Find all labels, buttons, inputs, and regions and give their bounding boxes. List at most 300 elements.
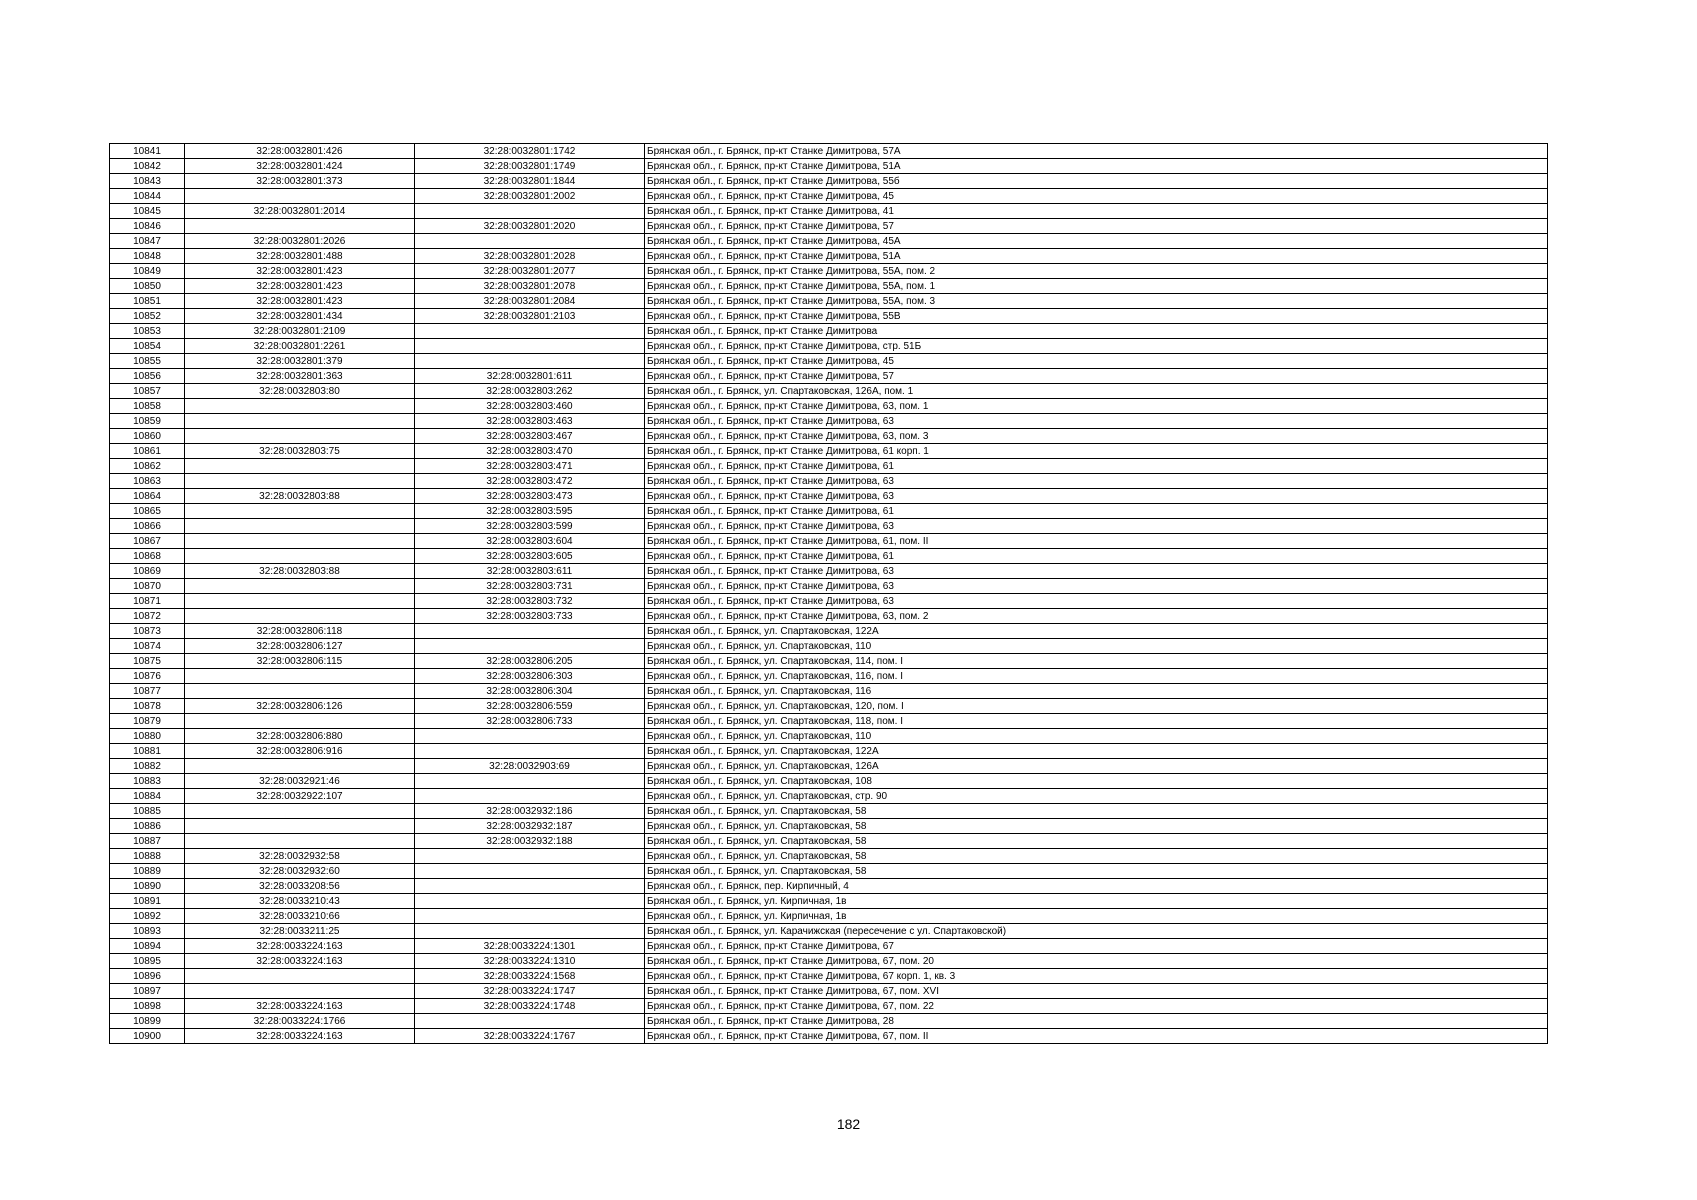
row-number-cell: 10893 bbox=[110, 924, 185, 939]
address-cell: Брянская обл., г. Брянск, пер. Кирпичный, 4 bbox=[645, 879, 1548, 894]
row-number-cell: 10859 bbox=[110, 414, 185, 429]
cadastral-number-cell: 32:28:0032801:2109 bbox=[185, 324, 415, 339]
object-cadastral-number-cell: 32:28:0032903:69 bbox=[415, 759, 645, 774]
cadastral-number-cell: 32:28:0032801:434 bbox=[185, 309, 415, 324]
row-number-cell: 10865 bbox=[110, 504, 185, 519]
cadastral-number-cell bbox=[185, 399, 415, 414]
row-number-cell: 10849 bbox=[110, 264, 185, 279]
address-cell: Брянская обл., г. Брянск, пр-кт Станке Димитрова, 63 bbox=[645, 414, 1548, 429]
row-number-cell: 10864 bbox=[110, 489, 185, 504]
row-number-cell: 10891 bbox=[110, 894, 185, 909]
row-number-cell: 10884 bbox=[110, 789, 185, 804]
object-cadastral-number-cell bbox=[415, 729, 645, 744]
object-cadastral-number-cell: 32:28:0033224:1747 bbox=[415, 984, 645, 999]
address-cell: Брянская обл., г. Брянск, ул. Спартаковская, 58 bbox=[645, 849, 1548, 864]
row-number-cell: 10856 bbox=[110, 369, 185, 384]
table-row bbox=[110, 474, 1548, 489]
cadastral-number-cell: 32:28:0032806:118 bbox=[185, 624, 415, 639]
address-cell: Брянская обл., г. Брянск, пр-кт Станке Димитрова bbox=[645, 324, 1548, 339]
table-row bbox=[110, 759, 1548, 774]
address-cell: Брянская обл., г. Брянск, пр-кт Станке Димитрова, 61, пом. II bbox=[645, 534, 1548, 549]
object-cadastral-number-cell: 32:28:0033224:1310 bbox=[415, 954, 645, 969]
address-cell: Брянская обл., г. Брянск, пр-кт Станке Димитрова, 61 корп. 1 bbox=[645, 444, 1548, 459]
table-row bbox=[110, 714, 1548, 729]
cadastral-number-cell bbox=[185, 714, 415, 729]
cadastral-number-cell: 32:28:0032803:75 bbox=[185, 444, 415, 459]
row-number-cell: 10866 bbox=[110, 519, 185, 534]
table-row bbox=[110, 879, 1548, 894]
address-cell: Брянская обл., г. Брянск, ул. Спартаковская, 58 bbox=[645, 804, 1548, 819]
table-row bbox=[110, 489, 1548, 504]
table-row bbox=[110, 624, 1548, 639]
object-cadastral-number-cell: 32:28:0032801:1844 bbox=[415, 174, 645, 189]
table-row bbox=[110, 954, 1548, 969]
table-row bbox=[110, 984, 1548, 999]
row-number-cell: 10847 bbox=[110, 234, 185, 249]
address-cell: Брянская обл., г. Брянск, ул. Спартаковская, 122А bbox=[645, 744, 1548, 759]
registry-table bbox=[109, 143, 1548, 1044]
row-number-cell: 10896 bbox=[110, 969, 185, 984]
row-number-cell: 10843 bbox=[110, 174, 185, 189]
row-number-cell: 10900 bbox=[110, 1029, 185, 1044]
table-row bbox=[110, 174, 1548, 189]
object-cadastral-number-cell: 32:28:0032801:2077 bbox=[415, 264, 645, 279]
object-cadastral-number-cell: 32:28:0032803:604 bbox=[415, 534, 645, 549]
address-cell: Брянская обл., г. Брянск, ул. Спартаковская, 116, пом. I bbox=[645, 669, 1548, 684]
table-row bbox=[110, 594, 1548, 609]
registry-table-body bbox=[110, 144, 1548, 1044]
cadastral-number-cell bbox=[185, 519, 415, 534]
table-row bbox=[110, 549, 1548, 564]
cadastral-number-cell bbox=[185, 429, 415, 444]
row-number-cell: 10858 bbox=[110, 399, 185, 414]
cadastral-number-cell bbox=[185, 819, 415, 834]
address-cell: Брянская обл., г. Брянск, ул. Спартаковская, 118, пом. I bbox=[645, 714, 1548, 729]
object-cadastral-number-cell: 32:28:0032801:2002 bbox=[415, 189, 645, 204]
address-cell: Брянская обл., г. Брянск, пр-кт Станке Димитрова, 55б bbox=[645, 174, 1548, 189]
table-row bbox=[110, 564, 1548, 579]
cadastral-number-cell: 32:28:0032932:60 bbox=[185, 864, 415, 879]
address-cell: Брянская обл., г. Брянск, пр-кт Станке Димитрова, 61 bbox=[645, 459, 1548, 474]
object-cadastral-number-cell bbox=[415, 879, 645, 894]
object-cadastral-number-cell: 32:28:0032806:733 bbox=[415, 714, 645, 729]
address-cell: Брянская обл., г. Брянск, ул. Спартаковская, 126А bbox=[645, 759, 1548, 774]
cadastral-number-cell: 32:28:0032803:80 bbox=[185, 384, 415, 399]
table-row bbox=[110, 639, 1548, 654]
object-cadastral-number-cell: 32:28:0032801:1742 bbox=[415, 144, 645, 159]
row-number-cell: 10846 bbox=[110, 219, 185, 234]
object-cadastral-number-cell: 32:28:0032806:205 bbox=[415, 654, 645, 669]
object-cadastral-number-cell: 32:28:0032803:599 bbox=[415, 519, 645, 534]
cadastral-number-cell: 32:28:0032801:379 bbox=[185, 354, 415, 369]
object-cadastral-number-cell: 32:28:0032801:611 bbox=[415, 369, 645, 384]
object-cadastral-number-cell: 32:28:0033224:1748 bbox=[415, 999, 645, 1014]
address-cell: Брянская обл., г. Брянск, ул. Спартаковская, 110 bbox=[645, 729, 1548, 744]
object-cadastral-number-cell: 32:28:0033224:1568 bbox=[415, 969, 645, 984]
table-row bbox=[110, 744, 1548, 759]
row-number-cell: 10852 bbox=[110, 309, 185, 324]
address-cell: Брянская обл., г. Брянск, ул. Кирпичная, 1в bbox=[645, 909, 1548, 924]
table-row bbox=[110, 669, 1548, 684]
table-row bbox=[110, 294, 1548, 309]
address-cell: Брянская обл., г. Брянск, пр-кт Станке Димитрова, 57А bbox=[645, 144, 1548, 159]
address-cell: Брянская обл., г. Брянск, ул. Спартаковская, 58 bbox=[645, 819, 1548, 834]
row-number-cell: 10874 bbox=[110, 639, 185, 654]
table-row bbox=[110, 309, 1548, 324]
table-row bbox=[110, 159, 1548, 174]
object-cadastral-number-cell: 32:28:0032932:186 bbox=[415, 804, 645, 819]
row-number-cell: 10877 bbox=[110, 684, 185, 699]
row-number-cell: 10853 bbox=[110, 324, 185, 339]
row-number-cell: 10863 bbox=[110, 474, 185, 489]
address-cell: Брянская обл., г. Брянск, пр-кт Станке Димитрова, 63 bbox=[645, 579, 1548, 594]
table-row bbox=[110, 249, 1548, 264]
object-cadastral-number-cell: 32:28:0032803:467 bbox=[415, 429, 645, 444]
table-row bbox=[110, 864, 1548, 879]
row-number-cell: 10870 bbox=[110, 579, 185, 594]
address-cell: Брянская обл., г. Брянск, пр-кт Станке Димитрова, 67, пом. 20 bbox=[645, 954, 1548, 969]
address-cell: Брянская обл., г. Брянск, пр-кт Станке Димитрова, 55А, пом. 3 bbox=[645, 294, 1548, 309]
cadastral-number-cell: 32:28:0033211:25 bbox=[185, 924, 415, 939]
address-cell: Брянская обл., г. Брянск, пр-кт Станке Димитрова, 63 bbox=[645, 474, 1548, 489]
cadastral-number-cell: 32:28:0032801:363 bbox=[185, 369, 415, 384]
row-number-cell: 10862 bbox=[110, 459, 185, 474]
cadastral-number-cell: 32:28:0033224:163 bbox=[185, 1029, 415, 1044]
row-number-cell: 10867 bbox=[110, 534, 185, 549]
object-cadastral-number-cell bbox=[415, 234, 645, 249]
cadastral-number-cell: 32:28:0032921:46 bbox=[185, 774, 415, 789]
object-cadastral-number-cell: 32:28:0032803:472 bbox=[415, 474, 645, 489]
cadastral-number-cell bbox=[185, 504, 415, 519]
row-number-cell: 10871 bbox=[110, 594, 185, 609]
table-row bbox=[110, 1029, 1548, 1044]
object-cadastral-number-cell bbox=[415, 339, 645, 354]
cadastral-number-cell: 32:28:0032801:2261 bbox=[185, 339, 415, 354]
object-cadastral-number-cell bbox=[415, 924, 645, 939]
table-row bbox=[110, 534, 1548, 549]
object-cadastral-number-cell bbox=[415, 204, 645, 219]
row-number-cell: 10869 bbox=[110, 564, 185, 579]
row-number-cell: 10881 bbox=[110, 744, 185, 759]
table-row bbox=[110, 264, 1548, 279]
table-row bbox=[110, 1014, 1548, 1029]
address-cell: Брянская обл., г. Брянск, ул. Спартаковская, 58 bbox=[645, 864, 1548, 879]
address-cell: Брянская обл., г. Брянск, пр-кт Станке Димитрова, 63 bbox=[645, 594, 1548, 609]
cadastral-number-cell: 32:28:0032801:2026 bbox=[185, 234, 415, 249]
address-cell: Брянская обл., г. Брянск, пр-кт Станке Димитрова, 28 bbox=[645, 1014, 1548, 1029]
cadastral-number-cell: 32:28:0032806:126 bbox=[185, 699, 415, 714]
row-number-cell: 10895 bbox=[110, 954, 185, 969]
table-row bbox=[110, 459, 1548, 474]
address-cell: Брянская обл., г. Брянск, пр-кт Станке Димитрова, 45 bbox=[645, 354, 1548, 369]
address-cell: Брянская обл., г. Брянск, ул. Спартаковская, 122А bbox=[645, 624, 1548, 639]
cadastral-number-cell bbox=[185, 459, 415, 474]
table-row bbox=[110, 849, 1548, 864]
cadastral-number-cell: 32:28:0032801:488 bbox=[185, 249, 415, 264]
row-number-cell: 10892 bbox=[110, 909, 185, 924]
row-number-cell: 10876 bbox=[110, 669, 185, 684]
table-row bbox=[110, 999, 1548, 1014]
address-cell: Брянская обл., г. Брянск, пр-кт Станке Димитрова, 67, пом. II bbox=[645, 1029, 1548, 1044]
address-cell: Брянская обл., г. Брянск, ул. Спартаковская, 108 bbox=[645, 774, 1548, 789]
table-row bbox=[110, 354, 1548, 369]
table-row bbox=[110, 339, 1548, 354]
cadastral-number-cell: 32:28:0032801:373 bbox=[185, 174, 415, 189]
cadastral-number-cell: 32:28:0032801:423 bbox=[185, 294, 415, 309]
object-cadastral-number-cell: 32:28:0032801:2020 bbox=[415, 219, 645, 234]
object-cadastral-number-cell bbox=[415, 909, 645, 924]
row-number-cell: 10842 bbox=[110, 159, 185, 174]
table-row bbox=[110, 519, 1548, 534]
cadastral-number-cell bbox=[185, 534, 415, 549]
table-row bbox=[110, 819, 1548, 834]
object-cadastral-number-cell: 32:28:0033224:1767 bbox=[415, 1029, 645, 1044]
object-cadastral-number-cell: 32:28:0032932:188 bbox=[415, 834, 645, 849]
cadastral-number-cell bbox=[185, 414, 415, 429]
object-cadastral-number-cell: 32:28:0032803:262 bbox=[415, 384, 645, 399]
cadastral-number-cell bbox=[185, 969, 415, 984]
table-row bbox=[110, 399, 1548, 414]
table-row bbox=[110, 804, 1548, 819]
object-cadastral-number-cell: 32:28:0033224:1301 bbox=[415, 939, 645, 954]
cadastral-number-cell: 32:28:0032922:107 bbox=[185, 789, 415, 804]
cadastral-number-cell: 32:28:0032803:88 bbox=[185, 489, 415, 504]
address-cell: Брянская обл., г. Брянск, ул. Спартаковская, 110 bbox=[645, 639, 1548, 654]
cadastral-number-cell: 32:28:0032806:127 bbox=[185, 639, 415, 654]
cadastral-number-cell: 32:28:0033224:163 bbox=[185, 999, 415, 1014]
object-cadastral-number-cell: 32:28:0032803:470 bbox=[415, 444, 645, 459]
row-number-cell: 10854 bbox=[110, 339, 185, 354]
object-cadastral-number-cell: 32:28:0032803:733 bbox=[415, 609, 645, 624]
object-cadastral-number-cell: 32:28:0032803:460 bbox=[415, 399, 645, 414]
row-number-cell: 10861 bbox=[110, 444, 185, 459]
cadastral-number-cell bbox=[185, 549, 415, 564]
table-row bbox=[110, 144, 1548, 159]
address-cell: Брянская обл., г. Брянск, ул. Кирпичная, 1в bbox=[645, 894, 1548, 909]
address-cell: Брянская обл., г. Брянск, пр-кт Станке Димитрова, 67, пом. XVI bbox=[645, 984, 1548, 999]
table-row bbox=[110, 774, 1548, 789]
cadastral-number-cell bbox=[185, 834, 415, 849]
row-number-cell: 10882 bbox=[110, 759, 185, 774]
cadastral-number-cell: 32:28:0032803:88 bbox=[185, 564, 415, 579]
object-cadastral-number-cell: 32:28:0032803:471 bbox=[415, 459, 645, 474]
cadastral-number-cell bbox=[185, 609, 415, 624]
row-number-cell: 10883 bbox=[110, 774, 185, 789]
address-cell: Брянская обл., г. Брянск, ул. Спартаковская, 120, пом. I bbox=[645, 699, 1548, 714]
address-cell: Брянская обл., г. Брянск, пр-кт Станке Димитрова, 63 bbox=[645, 489, 1548, 504]
address-cell: Брянская обл., г. Брянск, пр-кт Станке Димитрова, 67, пом. 22 bbox=[645, 999, 1548, 1014]
table-row bbox=[110, 234, 1548, 249]
table-row bbox=[110, 384, 1548, 399]
table-row bbox=[110, 429, 1548, 444]
address-cell: Брянская обл., г. Брянск, пр-кт Станке Димитрова, 55А, пом. 2 bbox=[645, 264, 1548, 279]
row-number-cell: 10844 bbox=[110, 189, 185, 204]
object-cadastral-number-cell bbox=[415, 354, 645, 369]
object-cadastral-number-cell bbox=[415, 624, 645, 639]
table-row bbox=[110, 834, 1548, 849]
object-cadastral-number-cell: 32:28:0032932:187 bbox=[415, 819, 645, 834]
address-cell: Брянская обл., г. Брянск, пр-кт Станке Димитрова, 45 bbox=[645, 189, 1548, 204]
address-cell: Брянская обл., г. Брянск, пр-кт Станке Димитрова, 63 bbox=[645, 519, 1548, 534]
address-cell: Брянская обл., г. Брянск, пр-кт Станке Димитрова, стр. 51Б bbox=[645, 339, 1548, 354]
cadastral-number-cell bbox=[185, 804, 415, 819]
object-cadastral-number-cell: 32:28:0032806:559 bbox=[415, 699, 645, 714]
row-number-cell: 10880 bbox=[110, 729, 185, 744]
object-cadastral-number-cell bbox=[415, 744, 645, 759]
cadastral-number-cell: 32:28:0033224:1766 bbox=[185, 1014, 415, 1029]
address-cell: Брянская обл., г. Брянск, пр-кт Станке Димитрова, 55А, пом. 1 bbox=[645, 279, 1548, 294]
object-cadastral-number-cell bbox=[415, 639, 645, 654]
address-cell: Брянская обл., г. Брянск, пр-кт Станке Димитрова, 57 bbox=[645, 369, 1548, 384]
table-row bbox=[110, 684, 1548, 699]
table-row bbox=[110, 324, 1548, 339]
row-number-cell: 10889 bbox=[110, 864, 185, 879]
row-number-cell: 10851 bbox=[110, 294, 185, 309]
row-number-cell: 10868 bbox=[110, 549, 185, 564]
table-row bbox=[110, 414, 1548, 429]
row-number-cell: 10898 bbox=[110, 999, 185, 1014]
row-number-cell: 10841 bbox=[110, 144, 185, 159]
table-row bbox=[110, 504, 1548, 519]
row-number-cell: 10855 bbox=[110, 354, 185, 369]
address-cell: Брянская обл., г. Брянск, пр-кт Станке Димитрова, 45А bbox=[645, 234, 1548, 249]
object-cadastral-number-cell bbox=[415, 864, 645, 879]
table-row bbox=[110, 369, 1548, 384]
address-cell: Брянская обл., г. Брянск, пр-кт Станке Димитрова, 51А bbox=[645, 249, 1548, 264]
row-number-cell: 10888 bbox=[110, 849, 185, 864]
object-cadastral-number-cell bbox=[415, 324, 645, 339]
table-row bbox=[110, 444, 1548, 459]
table-row bbox=[110, 894, 1548, 909]
row-number-cell: 10899 bbox=[110, 1014, 185, 1029]
table-row bbox=[110, 279, 1548, 294]
address-cell: Брянская обл., г. Брянск, пр-кт Станке Димитрова, 51А bbox=[645, 159, 1548, 174]
row-number-cell: 10887 bbox=[110, 834, 185, 849]
row-number-cell: 10850 bbox=[110, 279, 185, 294]
object-cadastral-number-cell: 32:28:0032803:611 bbox=[415, 564, 645, 579]
row-number-cell: 10873 bbox=[110, 624, 185, 639]
cadastral-number-cell: 32:28:0033210:66 bbox=[185, 909, 415, 924]
row-number-cell: 10878 bbox=[110, 699, 185, 714]
address-cell: Брянская обл., г. Брянск, ул. Спартаковская, 126А, пом. 1 bbox=[645, 384, 1548, 399]
cadastral-number-cell bbox=[185, 759, 415, 774]
object-cadastral-number-cell: 32:28:0032801:2028 bbox=[415, 249, 645, 264]
address-cell: Брянская обл., г. Брянск, пр-кт Станке Димитрова, 63, пом. 3 bbox=[645, 429, 1548, 444]
object-cadastral-number-cell bbox=[415, 774, 645, 789]
object-cadastral-number-cell: 32:28:0032801:2084 bbox=[415, 294, 645, 309]
row-number-cell: 10886 bbox=[110, 819, 185, 834]
table-row bbox=[110, 699, 1548, 714]
object-cadastral-number-cell: 32:28:0032801:2103 bbox=[415, 309, 645, 324]
page-number: 182 bbox=[836, 1116, 861, 1132]
table-row bbox=[110, 609, 1548, 624]
row-number-cell: 10872 bbox=[110, 609, 185, 624]
object-cadastral-number-cell bbox=[415, 1014, 645, 1029]
cadastral-number-cell: 32:28:0032806:115 bbox=[185, 654, 415, 669]
object-cadastral-number-cell: 32:28:0032803:595 bbox=[415, 504, 645, 519]
object-cadastral-number-cell: 32:28:0032803:473 bbox=[415, 489, 645, 504]
table-row bbox=[110, 189, 1548, 204]
table-row bbox=[110, 939, 1548, 954]
cadastral-number-cell: 32:28:0033210:43 bbox=[185, 894, 415, 909]
cadastral-number-cell: 32:28:0032806:880 bbox=[185, 729, 415, 744]
table-row bbox=[110, 654, 1548, 669]
cadastral-number-cell bbox=[185, 669, 415, 684]
object-cadastral-number-cell: 32:28:0032806:304 bbox=[415, 684, 645, 699]
row-number-cell: 10897 bbox=[110, 984, 185, 999]
cadastral-number-cell: 32:28:0033208:56 bbox=[185, 879, 415, 894]
object-cadastral-number-cell bbox=[415, 894, 645, 909]
row-number-cell: 10885 bbox=[110, 804, 185, 819]
cadastral-number-cell bbox=[185, 474, 415, 489]
table-row bbox=[110, 969, 1548, 984]
object-cadastral-number-cell: 32:28:0032803:605 bbox=[415, 549, 645, 564]
address-cell: Брянская обл., г. Брянск, ул. Спартаковская, 58 bbox=[645, 834, 1548, 849]
cadastral-number-cell: 32:28:0033224:163 bbox=[185, 954, 415, 969]
address-cell: Брянская обл., г. Брянск, пр-кт Станке Димитрова, 41 bbox=[645, 204, 1548, 219]
address-cell: Брянская обл., г. Брянск, ул. Карачижская (пересечение с ул. Спартаковской) bbox=[645, 924, 1548, 939]
cadastral-number-cell: 32:28:0032932:58 bbox=[185, 849, 415, 864]
cadastral-number-cell bbox=[185, 684, 415, 699]
address-cell: Брянская обл., г. Брянск, ул. Спартаковская, стр. 90 bbox=[645, 789, 1548, 804]
cadastral-number-cell bbox=[185, 579, 415, 594]
table-row bbox=[110, 909, 1548, 924]
address-cell: Брянская обл., г. Брянск, пр-кт Станке Димитрова, 63 bbox=[645, 564, 1548, 579]
cadastral-number-cell: 32:28:0033224:163 bbox=[185, 939, 415, 954]
object-cadastral-number-cell bbox=[415, 849, 645, 864]
table-row bbox=[110, 579, 1548, 594]
address-cell: Брянская обл., г. Брянск, ул. Спартаковская, 114, пом. I bbox=[645, 654, 1548, 669]
address-cell: Брянская обл., г. Брянск, пр-кт Станке Димитрова, 67 корп. 1, кв. 3 bbox=[645, 969, 1548, 984]
cadastral-number-cell: 32:28:0032801:426 bbox=[185, 144, 415, 159]
cadastral-number-cell: 32:28:0032801:423 bbox=[185, 279, 415, 294]
row-number-cell: 10848 bbox=[110, 249, 185, 264]
row-number-cell: 10894 bbox=[110, 939, 185, 954]
cadastral-number-cell bbox=[185, 594, 415, 609]
table-row bbox=[110, 789, 1548, 804]
object-cadastral-number-cell: 32:28:0032803:732 bbox=[415, 594, 645, 609]
cadastral-number-cell: 32:28:0032801:2014 bbox=[185, 204, 415, 219]
row-number-cell: 10845 bbox=[110, 204, 185, 219]
table-row bbox=[110, 204, 1548, 219]
cadastral-number-cell bbox=[185, 219, 415, 234]
address-cell: Брянская обл., г. Брянск, пр-кт Станке Димитрова, 55В bbox=[645, 309, 1548, 324]
object-cadastral-number-cell: 32:28:0032801:2078 bbox=[415, 279, 645, 294]
row-number-cell: 10875 bbox=[110, 654, 185, 669]
address-cell: Брянская обл., г. Брянск, пр-кт Станке Димитрова, 67 bbox=[645, 939, 1548, 954]
object-cadastral-number-cell: 32:28:0032803:463 bbox=[415, 414, 645, 429]
row-number-cell: 10879 bbox=[110, 714, 185, 729]
object-cadastral-number-cell bbox=[415, 789, 645, 804]
address-cell: Брянская обл., г. Брянск, пр-кт Станке Димитрова, 61 bbox=[645, 549, 1548, 564]
address-cell: Брянская обл., г. Брянск, пр-кт Станке Димитрова, 61 bbox=[645, 504, 1548, 519]
table-row bbox=[110, 729, 1548, 744]
object-cadastral-number-cell: 32:28:0032806:303 bbox=[415, 669, 645, 684]
row-number-cell: 10860 bbox=[110, 429, 185, 444]
address-cell: Брянская обл., г. Брянск, пр-кт Станке Димитрова, 57 bbox=[645, 219, 1548, 234]
row-number-cell: 10890 bbox=[110, 879, 185, 894]
cadastral-number-cell: 32:28:0032801:424 bbox=[185, 159, 415, 174]
cadastral-number-cell: 32:28:0032806:916 bbox=[185, 744, 415, 759]
object-cadastral-number-cell: 32:28:0032803:731 bbox=[415, 579, 645, 594]
row-number-cell: 10857 bbox=[110, 384, 185, 399]
cadastral-number-cell: 32:28:0032801:423 bbox=[185, 264, 415, 279]
address-cell: Брянская обл., г. Брянск, пр-кт Станке Димитрова, 63, пом. 2 bbox=[645, 609, 1548, 624]
address-cell: Брянская обл., г. Брянск, ул. Спартаковская, 116 bbox=[645, 684, 1548, 699]
cadastral-number-cell bbox=[185, 984, 415, 999]
table-row bbox=[110, 219, 1548, 234]
table-row bbox=[110, 924, 1548, 939]
